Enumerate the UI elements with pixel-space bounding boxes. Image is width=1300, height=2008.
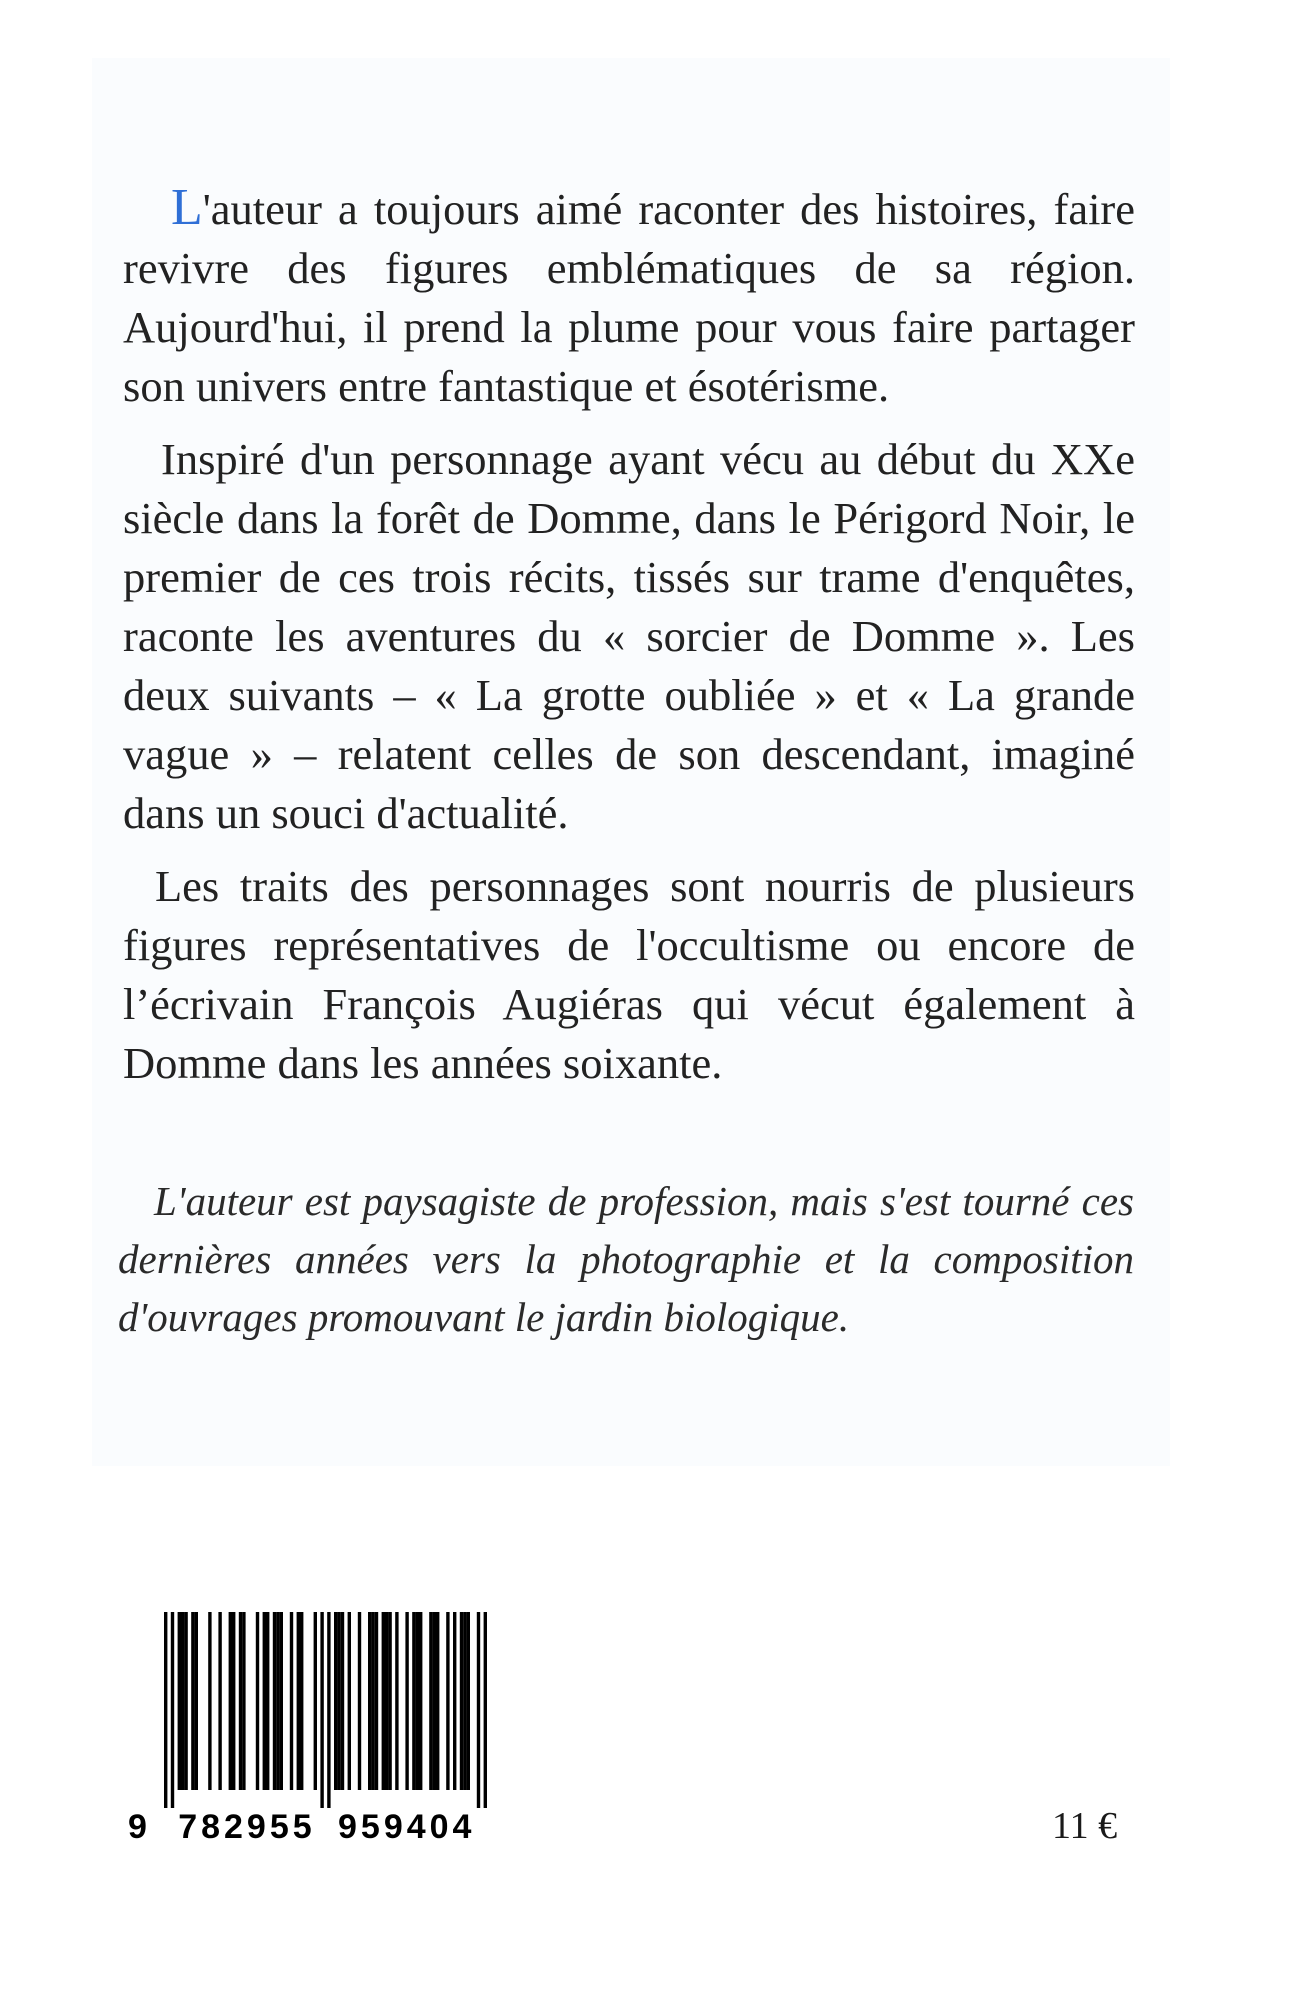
barcode-guard-bar [171,1612,174,1808]
barcode-bar [358,1612,361,1790]
barcode-bar [184,1612,187,1790]
barcode-bar [232,1612,235,1790]
barcode-bar [368,1612,371,1790]
blurb-paragraph-3: Les traits des personnages sont nourris de plusieurs figures représentatives de l'occultisme ou encore de l’écrivain François Augiéras qui vécut également à Domme dans les années soixante. [123,861,1135,1088]
barcode-bar [388,1612,391,1790]
drop-cap: L [171,179,203,236]
blurb-paragraph-1-text: 'auteur a toujours aimé raconter des histoires, faire revivre des figures emblématiques de sa région. Aujourd'hui, il prend la plume pour vous faire partager son univers entre fantastique et ésotérisme. [123,184,1135,411]
barcode-bar [290,1612,293,1790]
isbn-barcode [124,1612,556,1842]
barcode-bar [276,1612,279,1790]
blurb-text [123,178,1135,1093]
barcode-bar [419,1612,422,1790]
price: 11 € [1052,1805,1118,1847]
barcode-bar [433,1612,436,1790]
barcode-bar [460,1612,463,1790]
barcode-bar [263,1612,266,1790]
barcode-lead-digit: 9 [128,1808,151,1842]
barcode-bar [412,1612,415,1790]
barcode-bar [385,1612,388,1790]
barcode-bar [178,1612,181,1790]
barcode-guard-bar [327,1612,330,1808]
barcode-bar [208,1612,211,1790]
barcode-bar [453,1612,456,1790]
barcode-bar [229,1612,232,1790]
barcode-bar [300,1612,303,1790]
barcode-bar [382,1612,385,1790]
barcode-bar [446,1612,449,1790]
barcode-bar [337,1612,340,1790]
barcode-right-digits: 959404 [338,1808,476,1842]
barcode-bar [195,1612,198,1790]
barcode-bar [273,1612,276,1790]
barcode-bar [181,1612,184,1790]
barcode-guard-bar [477,1612,480,1808]
barcode-bar [280,1612,283,1790]
barcode-bar [395,1612,398,1790]
barcode-bar [242,1612,245,1790]
barcode-bar [256,1612,259,1790]
barcode-bar [266,1612,269,1790]
barcode-bar [218,1612,221,1790]
barcode-bar [436,1612,439,1790]
barcode-left-digits: 782955 [178,1808,316,1842]
barcode-bar [334,1612,337,1790]
barcode-bar [371,1612,374,1790]
barcode-bar [239,1612,242,1790]
barcode-bar [405,1612,408,1790]
barcode-bar [191,1612,194,1790]
barcode-bar [375,1612,378,1790]
barcode-bar [297,1612,300,1790]
barcode-bar [429,1612,432,1790]
blurb-paragraph-1 [123,178,1135,416]
barcode-bar [467,1612,470,1790]
barcode-bar [341,1612,344,1790]
barcode-bar [314,1612,317,1790]
blurb-paragraph-2: Inspiré d'un personnage ayant vécu au début du XXe siècle dans la forêt de Domme, dans le Périgord Noir, le premier de ces trois récits, tissés sur trame d'enquêtes, raconte les aventures du « sorcier de Domme ». Les deux suivants – « La grotte oubliée » et « La grande vague » – relatent celles de son descendant, imaginé dans un souci d'actualité. [123,434,1135,838]
barcode-guard-bar [320,1612,323,1808]
author-bio: L'auteur est paysagiste de profession, mais s'est tourné ces dernières années vers la photographie et la composition d'ouvrages promouvant le jardin biologique. [118,1178,1134,1340]
barcode-bar [348,1612,351,1790]
barcode-bar [463,1612,466,1790]
barcode-graphic [124,1612,556,1842]
barcode-guard-bar [164,1612,167,1808]
barcode-guard-bar [484,1612,487,1808]
barcode-bar [416,1612,419,1790]
